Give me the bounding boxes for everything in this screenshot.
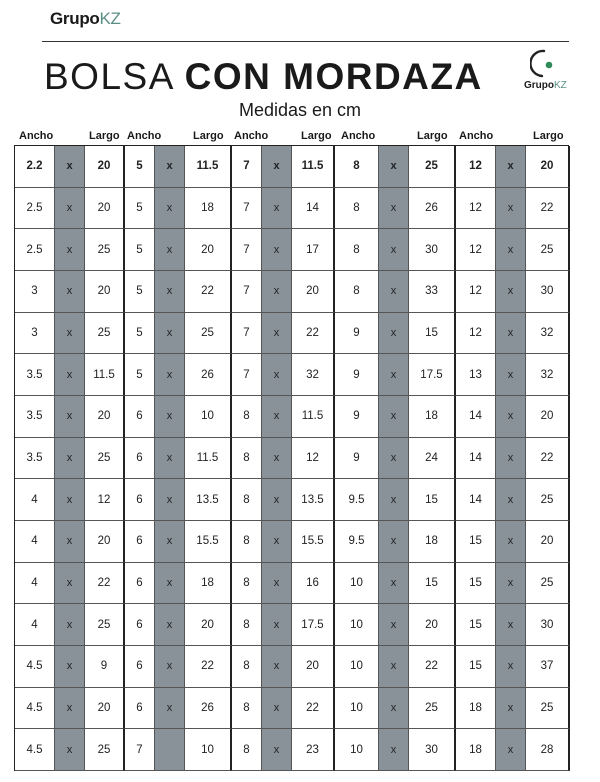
- largo-cell: 15.5: [185, 521, 232, 563]
- ancho-cell: 8: [232, 438, 262, 480]
- largo-cell: 20: [526, 521, 570, 563]
- ancho-cell: 7: [232, 354, 262, 396]
- separator-cell: x: [155, 313, 185, 355]
- separator-cell: x: [55, 479, 85, 521]
- largo-cell: 18: [185, 188, 232, 230]
- largo-cell: 25: [526, 229, 570, 271]
- largo-cell: 22: [185, 271, 232, 313]
- largo-cell: 37: [526, 646, 570, 688]
- separator-cell: x: [379, 396, 409, 438]
- largo-cell: 11.5: [185, 146, 232, 188]
- separator-cell: x: [155, 271, 185, 313]
- separator-cell: x: [379, 563, 409, 605]
- separator-cell: x: [155, 354, 185, 396]
- ancho-cell: 5: [125, 188, 155, 230]
- ancho-cell: 3.5: [15, 438, 55, 480]
- header-ancho: Ancho: [459, 130, 494, 142]
- separator-cell: x: [155, 188, 185, 230]
- ancho-cell: 3.5: [15, 396, 55, 438]
- ancho-cell: 14: [456, 479, 496, 521]
- separator-cell: x: [379, 604, 409, 646]
- ancho-cell: 15: [456, 604, 496, 646]
- company-logo: [520, 48, 578, 98]
- ancho-cell: 6: [125, 479, 155, 521]
- separator-cell: [155, 729, 185, 771]
- separator-cell: x: [262, 521, 292, 563]
- largo-cell: 11.5: [185, 438, 232, 480]
- largo-cell: 32: [526, 313, 570, 355]
- separator-cell: x: [155, 604, 185, 646]
- ancho-cell: 8: [335, 146, 379, 188]
- separator-cell: x: [496, 563, 526, 605]
- separator-cell: x: [379, 146, 409, 188]
- ancho-cell: 3: [15, 313, 55, 355]
- separator-cell: x: [496, 688, 526, 730]
- largo-cell: 12: [292, 438, 335, 480]
- ancho-cell: 15: [456, 646, 496, 688]
- ancho-cell: 5: [125, 271, 155, 313]
- largo-cell: 20: [85, 688, 125, 730]
- ancho-cell: 7: [232, 271, 262, 313]
- header-divider: [42, 41, 569, 42]
- ancho-cell: 12: [456, 188, 496, 230]
- ancho-cell: 4.5: [15, 729, 55, 771]
- largo-cell: 25: [526, 563, 570, 605]
- ancho-cell: 8: [335, 229, 379, 271]
- separator-cell: x: [55, 563, 85, 605]
- separator-cell: x: [55, 438, 85, 480]
- ancho-cell: 10: [335, 604, 379, 646]
- title-bold: CON MORDAZA: [184, 56, 483, 97]
- separator-cell: x: [55, 521, 85, 563]
- separator-cell: x: [379, 229, 409, 271]
- ancho-cell: 18: [456, 688, 496, 730]
- ancho-cell: 5: [125, 354, 155, 396]
- largo-cell: 11.5: [292, 396, 335, 438]
- logo-text-accent: KZ: [554, 80, 567, 91]
- ancho-cell: 8: [335, 271, 379, 313]
- ancho-cell: 6: [125, 521, 155, 563]
- ancho-cell: 4: [15, 521, 55, 563]
- ancho-cell: 8: [232, 396, 262, 438]
- largo-cell: 10: [185, 396, 232, 438]
- separator-cell: x: [262, 396, 292, 438]
- header-largo: Largo: [89, 130, 120, 142]
- largo-cell: 20: [526, 146, 570, 188]
- ancho-cell: 8: [232, 521, 262, 563]
- logo-text: [524, 80, 567, 91]
- brand-name-accent: KZ: [99, 9, 121, 28]
- ancho-cell: 15: [456, 563, 496, 605]
- separator-cell: x: [496, 188, 526, 230]
- separator-cell: x: [155, 563, 185, 605]
- separator-cell: x: [55, 146, 85, 188]
- largo-cell: 20: [526, 396, 570, 438]
- ancho-cell: 6: [125, 563, 155, 605]
- separator-cell: x: [496, 354, 526, 396]
- ancho-cell: 9: [335, 313, 379, 355]
- separator-cell: x: [379, 354, 409, 396]
- separator-cell: x: [262, 479, 292, 521]
- largo-cell: 33: [409, 271, 456, 313]
- page-subtitle: Medidas en cm: [238, 100, 362, 120]
- ancho-cell: 2.5: [15, 188, 55, 230]
- largo-cell: 25: [526, 688, 570, 730]
- largo-cell: 22: [85, 563, 125, 605]
- separator-cell: x: [155, 521, 185, 563]
- largo-cell: 17.5: [292, 604, 335, 646]
- largo-cell: 20: [85, 271, 125, 313]
- largo-cell: 18: [409, 521, 456, 563]
- ancho-cell: 10: [335, 729, 379, 771]
- separator-cell: x: [496, 438, 526, 480]
- separator-cell: x: [55, 688, 85, 730]
- largo-cell: 20: [185, 604, 232, 646]
- ancho-cell: 6: [125, 438, 155, 480]
- ancho-cell: 7: [232, 188, 262, 230]
- separator-cell: x: [496, 146, 526, 188]
- largo-cell: 11.5: [85, 354, 125, 396]
- largo-cell: 25: [185, 313, 232, 355]
- separator-cell: x: [496, 313, 526, 355]
- ancho-cell: 6: [125, 688, 155, 730]
- page-title: [44, 56, 483, 98]
- separator-cell: x: [496, 396, 526, 438]
- separator-cell: x: [379, 438, 409, 480]
- ancho-cell: 14: [456, 438, 496, 480]
- separator-cell: x: [496, 729, 526, 771]
- ancho-cell: 7: [232, 146, 262, 188]
- ancho-cell: 10: [335, 688, 379, 730]
- largo-cell: 18: [409, 396, 456, 438]
- ancho-cell: 8: [232, 688, 262, 730]
- separator-cell: x: [155, 229, 185, 271]
- ancho-cell: 8: [232, 479, 262, 521]
- largo-cell: 17.5: [409, 354, 456, 396]
- separator-cell: x: [155, 646, 185, 688]
- largo-cell: 32: [292, 354, 335, 396]
- ancho-cell: 18: [456, 729, 496, 771]
- largo-cell: 13.5: [292, 479, 335, 521]
- column-headers: [0, 130, 600, 144]
- separator-cell: x: [262, 438, 292, 480]
- largo-cell: 14: [292, 188, 335, 230]
- separator-cell: x: [55, 354, 85, 396]
- separator-cell: x: [55, 604, 85, 646]
- title-light: BOLSA: [44, 56, 173, 97]
- separator-cell: x: [379, 479, 409, 521]
- separator-cell: x: [496, 646, 526, 688]
- largo-cell: 20: [85, 188, 125, 230]
- largo-cell: 22: [292, 313, 335, 355]
- largo-cell: 25: [85, 229, 125, 271]
- ancho-cell: 13: [456, 354, 496, 396]
- ancho-cell: 4.5: [15, 646, 55, 688]
- separator-cell: x: [496, 521, 526, 563]
- ancho-cell: 2.5: [15, 229, 55, 271]
- header-largo: Largo: [417, 130, 448, 142]
- separator-cell: x: [262, 188, 292, 230]
- ancho-cell: 3.5: [15, 354, 55, 396]
- largo-cell: 20: [409, 604, 456, 646]
- ancho-cell: 5: [125, 229, 155, 271]
- ancho-cell: 12: [456, 271, 496, 313]
- size-table: [14, 145, 569, 771]
- separator-cell: x: [55, 646, 85, 688]
- ancho-cell: 5: [125, 146, 155, 188]
- largo-cell: 15: [409, 313, 456, 355]
- separator-cell: x: [262, 688, 292, 730]
- separator-cell: x: [262, 354, 292, 396]
- ancho-cell: 5: [125, 313, 155, 355]
- separator-cell: x: [55, 229, 85, 271]
- separator-cell: x: [155, 438, 185, 480]
- separator-cell: x: [262, 271, 292, 313]
- separator-cell: x: [155, 146, 185, 188]
- ancho-cell: 7: [232, 229, 262, 271]
- largo-cell: 20: [85, 146, 125, 188]
- ancho-cell: 12: [456, 229, 496, 271]
- largo-cell: 23: [292, 729, 335, 771]
- logo-text-part: Grupo: [524, 80, 554, 91]
- largo-cell: 32: [526, 354, 570, 396]
- separator-cell: x: [379, 729, 409, 771]
- largo-cell: 20: [85, 396, 125, 438]
- largo-cell: 24: [409, 438, 456, 480]
- header-largo: Largo: [533, 130, 564, 142]
- ancho-cell: 14: [456, 396, 496, 438]
- largo-cell: 30: [409, 229, 456, 271]
- header-largo: Largo: [301, 130, 332, 142]
- largo-cell: 11.5: [292, 146, 335, 188]
- separator-cell: x: [262, 229, 292, 271]
- ancho-cell: 9.5: [335, 479, 379, 521]
- separator-cell: x: [379, 188, 409, 230]
- largo-cell: 22: [526, 188, 570, 230]
- largo-cell: 22: [185, 646, 232, 688]
- separator-cell: x: [155, 688, 185, 730]
- largo-cell: 15: [409, 479, 456, 521]
- ancho-cell: 4: [15, 479, 55, 521]
- brand-name-part: Grupo: [50, 9, 100, 28]
- separator-cell: x: [155, 396, 185, 438]
- ancho-cell: 6: [125, 396, 155, 438]
- separator-cell: x: [262, 729, 292, 771]
- separator-cell: x: [379, 688, 409, 730]
- separator-cell: x: [55, 729, 85, 771]
- ancho-cell: 8: [232, 729, 262, 771]
- ancho-cell: 6: [125, 604, 155, 646]
- largo-cell: 17: [292, 229, 335, 271]
- largo-cell: 12: [85, 479, 125, 521]
- separator-cell: x: [496, 479, 526, 521]
- brand-wordmark: [50, 9, 121, 29]
- largo-cell: 25: [409, 688, 456, 730]
- ancho-cell: 4: [15, 563, 55, 605]
- ancho-cell: 9: [335, 354, 379, 396]
- ancho-cell: 7: [232, 313, 262, 355]
- logo-mark-icon: [530, 48, 564, 80]
- header-ancho: Ancho: [127, 130, 162, 142]
- largo-cell: 28: [526, 729, 570, 771]
- ancho-cell: 15: [456, 521, 496, 563]
- largo-cell: 20: [185, 229, 232, 271]
- largo-cell: 9: [85, 646, 125, 688]
- largo-cell: 15: [409, 563, 456, 605]
- ancho-cell: 10: [335, 646, 379, 688]
- largo-cell: 25: [85, 438, 125, 480]
- separator-cell: x: [262, 563, 292, 605]
- largo-cell: 22: [526, 438, 570, 480]
- header-ancho: Ancho: [341, 130, 376, 142]
- ancho-cell: 10: [335, 563, 379, 605]
- ancho-cell: 12: [456, 313, 496, 355]
- separator-cell: x: [262, 313, 292, 355]
- largo-cell: 18: [185, 563, 232, 605]
- largo-cell: 25: [526, 479, 570, 521]
- largo-cell: 30: [526, 604, 570, 646]
- largo-cell: 25: [85, 604, 125, 646]
- ancho-cell: 8: [335, 188, 379, 230]
- separator-cell: x: [379, 646, 409, 688]
- largo-cell: 13.5: [185, 479, 232, 521]
- largo-cell: 20: [85, 521, 125, 563]
- header-largo: Largo: [193, 130, 224, 142]
- ancho-cell: 2.2: [15, 146, 55, 188]
- ancho-cell: 7: [125, 729, 155, 771]
- header-ancho: Ancho: [234, 130, 269, 142]
- ancho-cell: 3: [15, 271, 55, 313]
- ancho-cell: 8: [232, 563, 262, 605]
- largo-cell: 20: [292, 646, 335, 688]
- largo-cell: 10: [185, 729, 232, 771]
- separator-cell: x: [55, 271, 85, 313]
- separator-cell: x: [379, 271, 409, 313]
- largo-cell: 30: [409, 729, 456, 771]
- separator-cell: x: [496, 229, 526, 271]
- largo-cell: 26: [409, 188, 456, 230]
- largo-cell: 30: [526, 271, 570, 313]
- ancho-cell: 4: [15, 604, 55, 646]
- separator-cell: x: [55, 188, 85, 230]
- ancho-cell: 9.5: [335, 521, 379, 563]
- separator-cell: x: [262, 146, 292, 188]
- largo-cell: 16: [292, 563, 335, 605]
- largo-cell: 22: [409, 646, 456, 688]
- ancho-cell: 8: [232, 646, 262, 688]
- separator-cell: x: [262, 604, 292, 646]
- largo-cell: 25: [85, 313, 125, 355]
- separator-cell: x: [55, 313, 85, 355]
- largo-cell: 25: [409, 146, 456, 188]
- ancho-cell: 9: [335, 438, 379, 480]
- largo-cell: 26: [185, 688, 232, 730]
- largo-cell: 25: [85, 729, 125, 771]
- ancho-cell: 8: [232, 604, 262, 646]
- separator-cell: x: [379, 521, 409, 563]
- ancho-cell: 6: [125, 646, 155, 688]
- largo-cell: 26: [185, 354, 232, 396]
- separator-cell: x: [262, 646, 292, 688]
- separator-cell: x: [155, 479, 185, 521]
- separator-cell: x: [379, 313, 409, 355]
- separator-cell: x: [496, 271, 526, 313]
- ancho-cell: 9: [335, 396, 379, 438]
- ancho-cell: 4.5: [15, 688, 55, 730]
- ancho-cell: 12: [456, 146, 496, 188]
- largo-cell: 20: [292, 271, 335, 313]
- largo-cell: 15.5: [292, 521, 335, 563]
- header-ancho: Ancho: [19, 130, 54, 142]
- separator-cell: x: [55, 396, 85, 438]
- largo-cell: 22: [292, 688, 335, 730]
- separator-cell: x: [496, 604, 526, 646]
